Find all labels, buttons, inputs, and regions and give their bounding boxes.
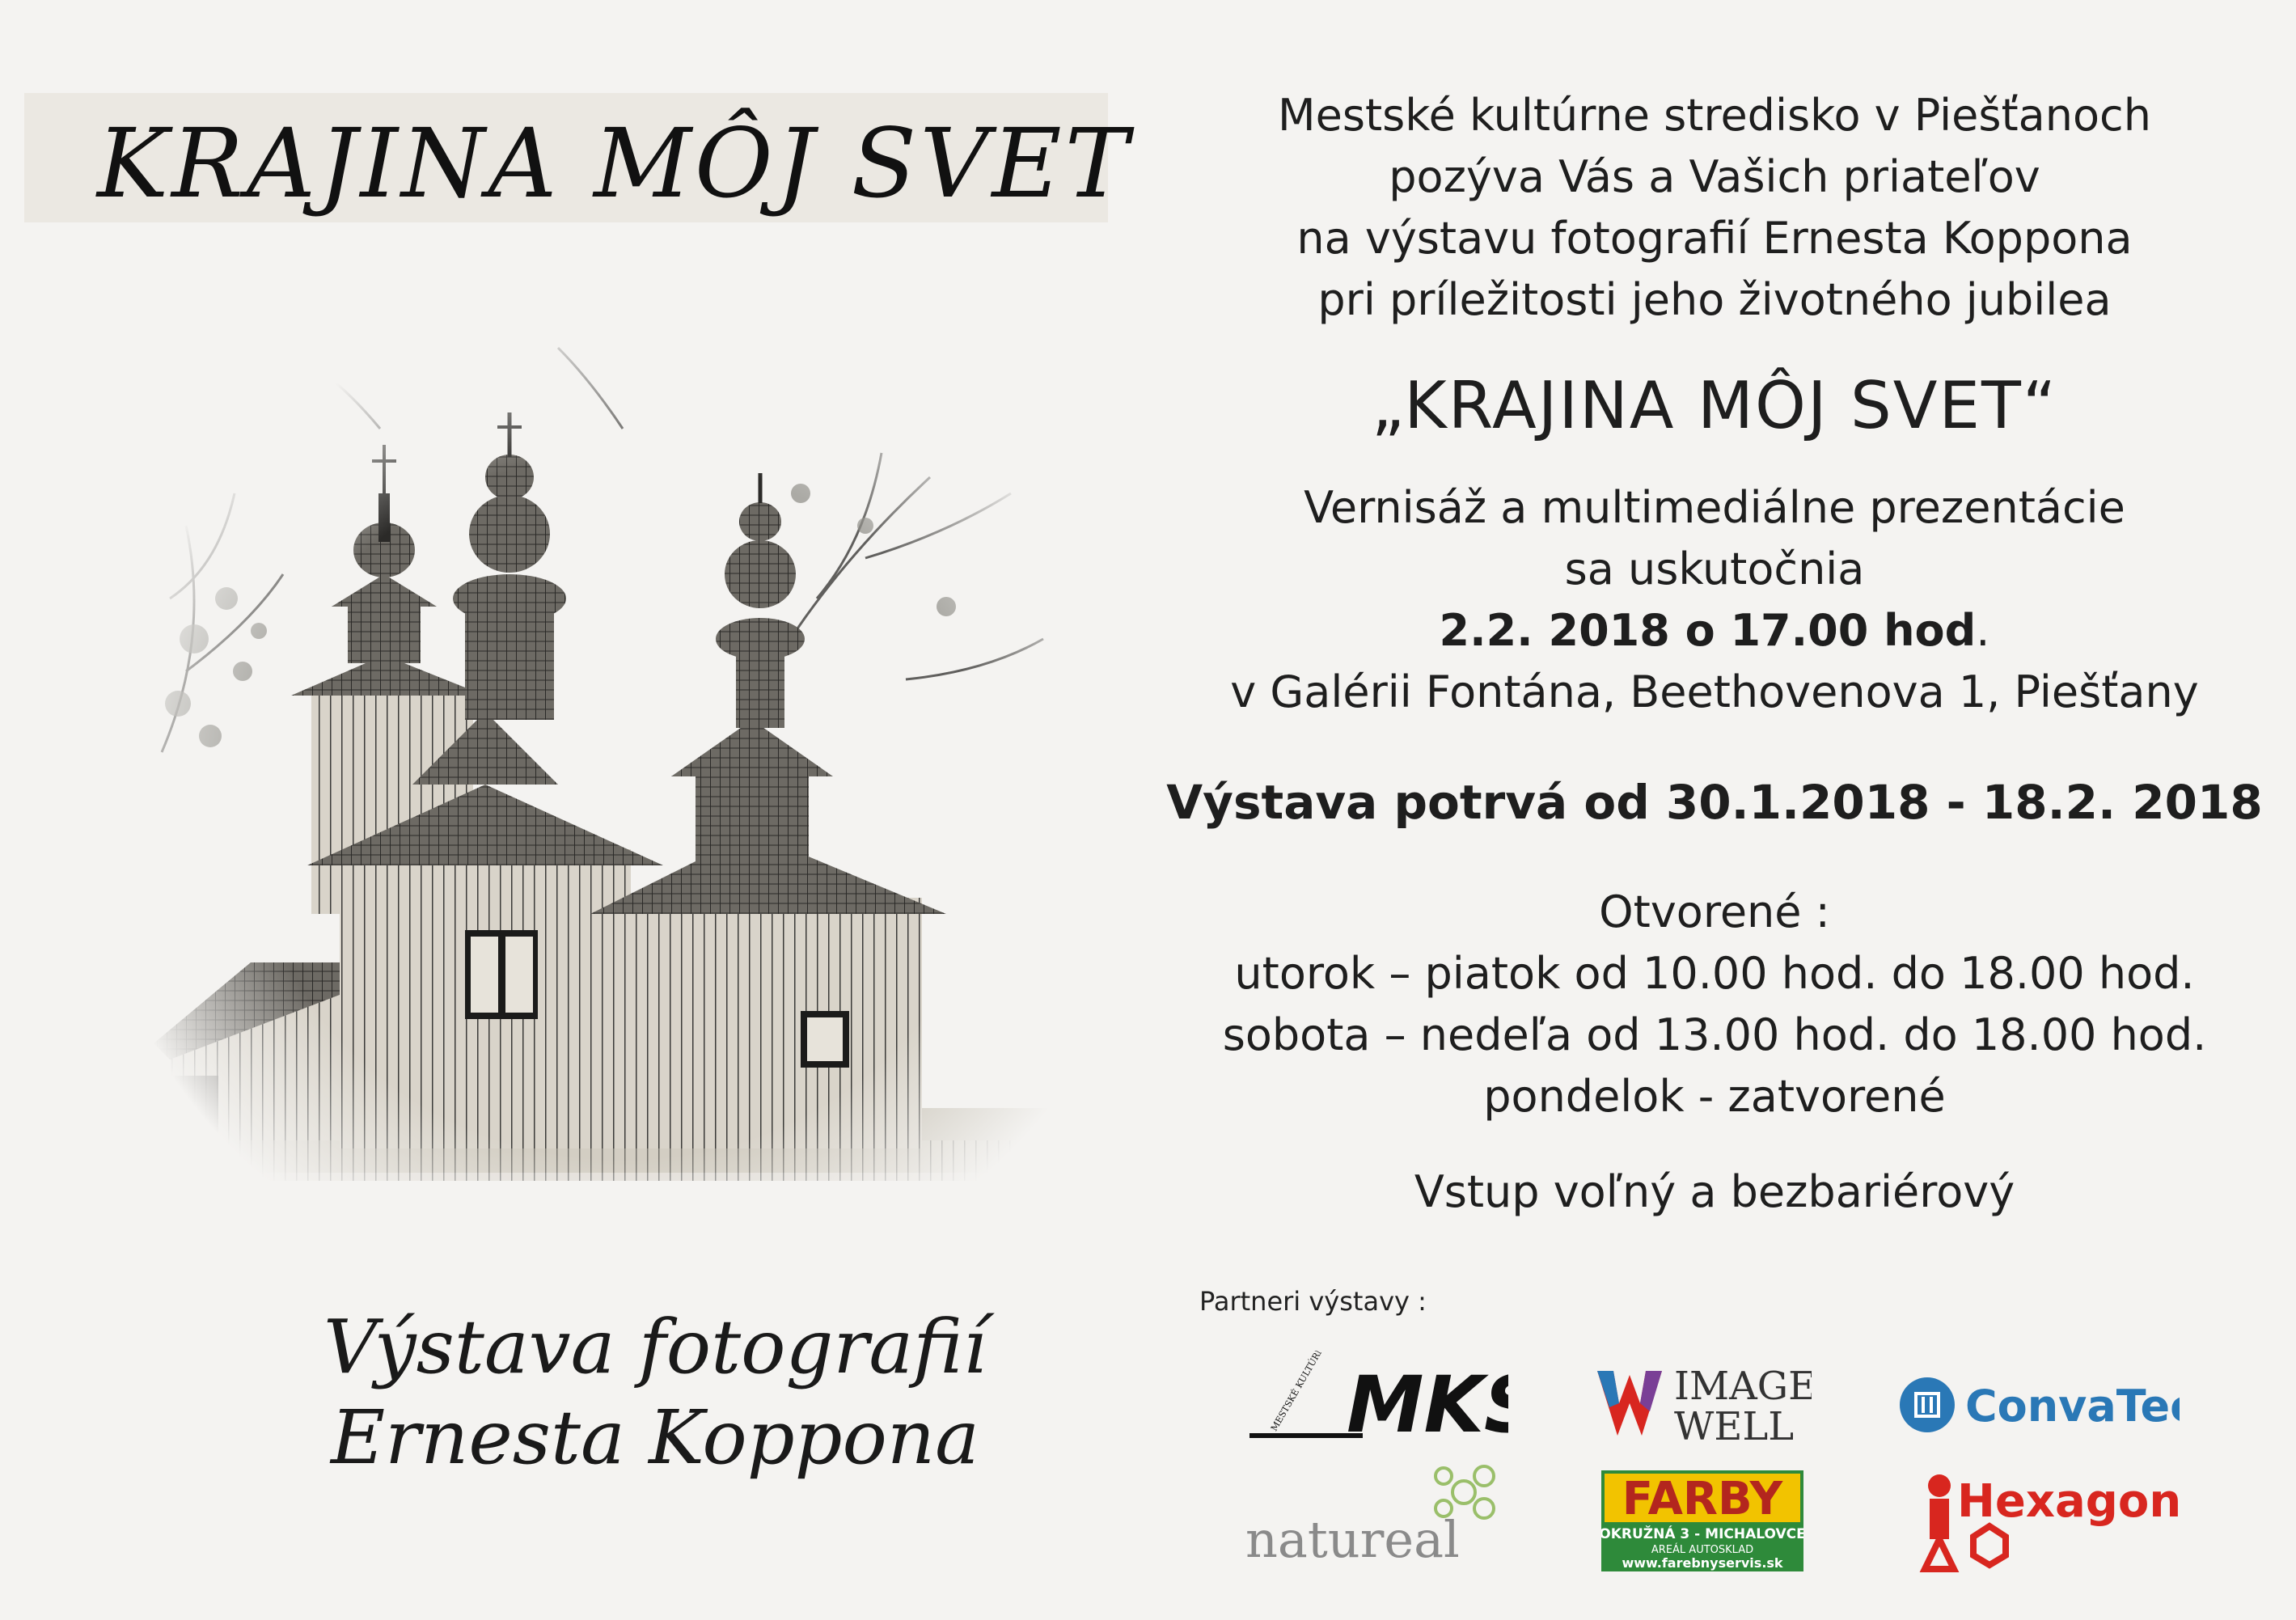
opening-heading: Otvorené : xyxy=(1599,886,1830,937)
farby-address: OKRUŽNÁ 3 - MICHALOVCE xyxy=(1601,1526,1803,1542)
opening-hours-monday: pondelok - zatvorené xyxy=(1483,1071,1946,1122)
convatec-text: ConvaTec xyxy=(1965,1381,2180,1432)
opening-hours-weekdays: utorok – piatok od 10.00 hod. do 18.00 hod. xyxy=(1234,948,2195,999)
entry-note: Vstup voľný a bezbariérový xyxy=(1414,1166,2015,1217)
vernissage-date-bold: 2.2. 2018 o 17.00 hod xyxy=(1439,605,1977,656)
church-photo xyxy=(137,332,1108,1246)
hexagon-text: Hexagon xyxy=(1957,1475,2182,1528)
vernissage-line: Vernisáž a multimediálne prezentácie xyxy=(1304,482,2125,533)
venue: v Galérii Fontána, Beethovenova 1, Piešťany xyxy=(1230,666,2199,717)
invite-line: Mestské kultúrne stredisko v Piešťanoch xyxy=(1278,90,2151,141)
vernissage-date-suffix: . xyxy=(1976,605,1990,656)
vernissage-line: sa uskutočnia xyxy=(1564,544,1865,594)
mks-logo xyxy=(1241,1351,1508,1444)
title-banner xyxy=(24,93,1132,222)
quoted-title: „KRAJINA MÔJ SVET“ xyxy=(1371,368,2058,443)
invite-line: pri príležitosti jeho životného jubilea xyxy=(1317,274,2112,325)
partners-label: Partneri výstavy : xyxy=(1199,1286,1427,1317)
farby-area: AREÁL AUTOSKLAD xyxy=(1651,1544,1754,1556)
image-well-line2: WELL xyxy=(1674,1404,1795,1448)
church-illustration xyxy=(137,332,1108,1246)
natureal-logo xyxy=(1241,1456,1516,1569)
banner-title: KRAJINA MÔJ SVET xyxy=(97,108,1132,219)
farby-logo xyxy=(1601,1470,1803,1571)
hexagon-logo xyxy=(1917,1468,2184,1573)
natureal-text: natureal xyxy=(1245,1510,1460,1569)
invite-line: pozýva Vás a Vašich priateľov xyxy=(1389,151,2040,202)
image-well-logo xyxy=(1593,1359,1812,1448)
vernissage-date xyxy=(1148,600,2281,662)
opening-hours-weekend: sobota – nedeľa od 13.00 hod. do 18.00 hod. xyxy=(1222,1009,2207,1060)
farby-text: FARBY xyxy=(1622,1473,1783,1525)
mks-text: MK xyxy=(1347,1360,1484,1444)
exhibition-subtitle xyxy=(267,1302,1043,1483)
convatec-logo xyxy=(1896,1371,2180,1444)
image-well-line1: IMAGE xyxy=(1674,1364,1812,1409)
farby-url: www.farebnyservis.sk xyxy=(1622,1555,1783,1571)
subtitle-line: Ernesta Koppona xyxy=(330,1394,980,1482)
subtitle-line: Výstava fotografií xyxy=(323,1304,987,1390)
exhibition-duration: Výstava potrvá od 30.1.2018 - 18.2. 2018 xyxy=(1166,775,2263,830)
invitation-text xyxy=(1148,85,2281,1223)
invite-line: na výstavu fotografií Ernesta Koppona xyxy=(1296,213,2133,264)
